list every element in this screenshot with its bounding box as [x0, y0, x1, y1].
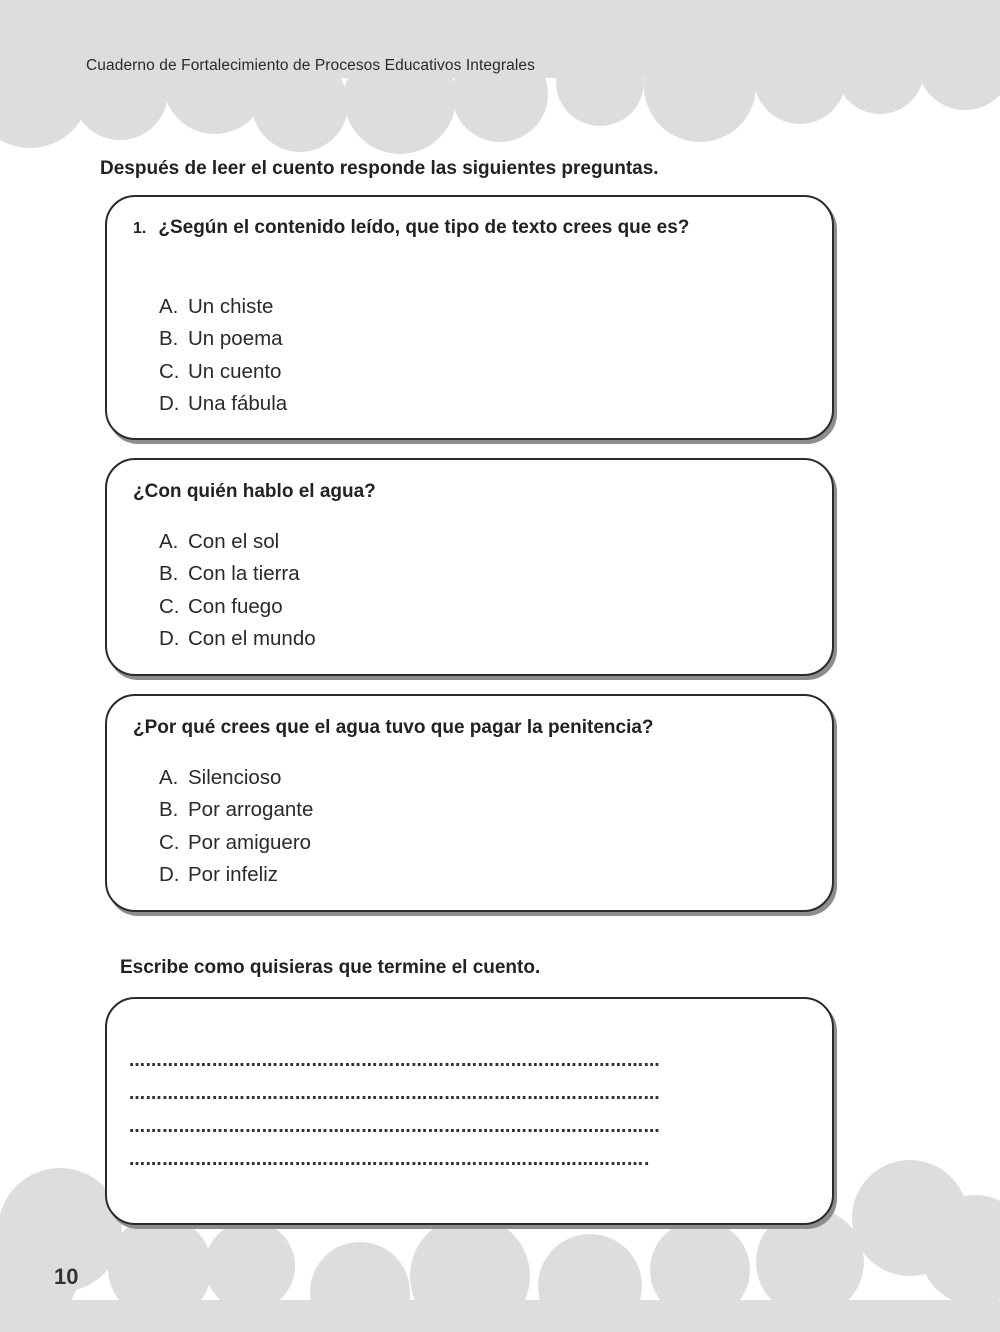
option-text: Silencioso: [188, 766, 282, 789]
header-title: Cuaderno de Fortalecimiento de Procesos Educativos Integrales: [86, 57, 535, 74]
question-box-1: [105, 195, 834, 440]
option-text: Una fábula: [188, 391, 288, 415]
option-text: Por infeliz: [188, 862, 279, 886]
top-clouds-decoration: [0, 0, 1000, 170]
option-c[interactable]: [159, 827, 313, 859]
question-title: [133, 481, 376, 503]
page-number: 10: [54, 1264, 79, 1289]
option-text: Con la tierra: [188, 562, 300, 586]
question-text: ¿Con quién hablo el agua?: [133, 481, 376, 502]
option-letter: A.: [159, 295, 179, 318]
option-letter: B.: [159, 562, 179, 586]
option-d[interactable]: [159, 388, 287, 420]
option-letter: A.: [159, 530, 179, 553]
option-text: Por amiguero: [188, 830, 312, 854]
option-letter: D.: [159, 862, 180, 886]
writing-box[interactable]: [105, 997, 834, 1225]
option-b[interactable]: [159, 558, 316, 590]
option-d[interactable]: [159, 623, 316, 655]
option-text: Con el sol: [188, 530, 280, 553]
option-letter: B.: [159, 798, 179, 822]
dotted-line-4[interactable]: ………………………………………………………………………………….: [129, 1150, 651, 1169]
option-letter: C.: [159, 359, 180, 383]
option-letter: C.: [159, 830, 180, 854]
option-letter: A.: [159, 766, 179, 789]
option-d[interactable]: [159, 859, 313, 891]
option-a[interactable]: [159, 526, 316, 558]
option-a[interactable]: [159, 291, 287, 323]
option-text: Un cuento: [188, 359, 282, 383]
option-b[interactable]: [159, 323, 287, 355]
option-c[interactable]: [159, 591, 316, 623]
option-text: Un chiste: [188, 295, 274, 318]
question-number: 1.: [133, 220, 147, 237]
dotted-line-2[interactable]: ……………………………………………………………………………………: [129, 1084, 661, 1103]
question-title: [133, 717, 654, 739]
option-letter: D.: [159, 391, 180, 415]
option-b[interactable]: [159, 794, 313, 826]
option-c[interactable]: [159, 356, 287, 388]
instruction-text: Después de leer el cuento responde las siguientes preguntas.: [100, 158, 659, 179]
dotted-line-3[interactable]: ……………………………………………………………………………………: [129, 1117, 661, 1136]
question-text: ¿Según el contenido leído, que tipo de texto crees que es?: [158, 217, 690, 238]
writing-prompt: Escribe como quisieras que termine el cuento.: [120, 957, 541, 978]
option-text: Con el mundo: [188, 626, 316, 650]
question-box-3: [105, 694, 834, 912]
options-list: [159, 291, 287, 420]
option-letter: B.: [159, 327, 179, 351]
question-title: [133, 217, 689, 239]
option-a[interactable]: [159, 762, 313, 794]
option-letter: D.: [159, 626, 180, 650]
option-letter: C.: [159, 594, 180, 618]
question-box-2: [105, 458, 834, 676]
option-text: Con fuego: [188, 594, 283, 618]
question-text: ¿Por qué crees que el agua tuvo que pagar la penitencia?: [133, 717, 654, 738]
options-list: [159, 526, 316, 655]
option-text: Un poema: [188, 327, 283, 351]
options-list: [159, 762, 313, 891]
dotted-line-1[interactable]: ……………………………………………………………………………………: [129, 1051, 661, 1070]
option-text: Por arrogante: [188, 798, 314, 822]
